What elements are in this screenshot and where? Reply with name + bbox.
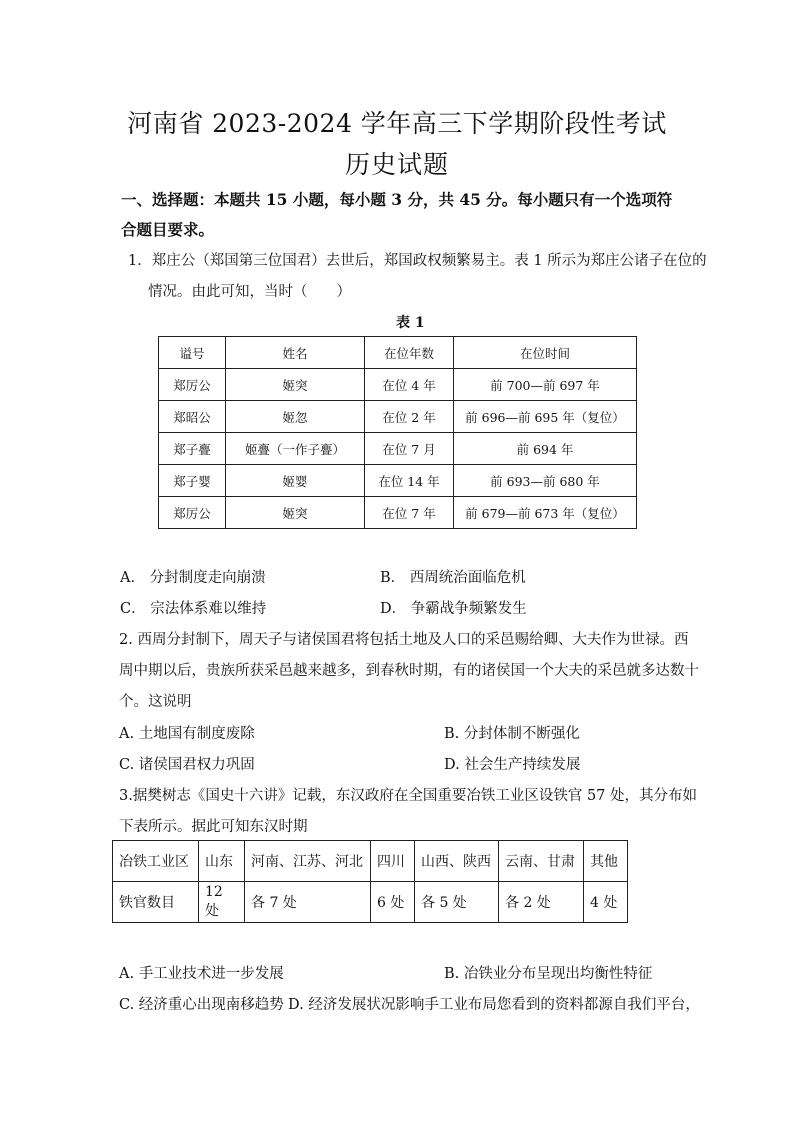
table-cell: 山西、陕西 xyxy=(415,841,499,882)
header-cell: 姓名 xyxy=(226,337,365,369)
table-cell: 在位 7 月 xyxy=(365,433,454,465)
table-cell: 郑子婴 xyxy=(159,465,226,497)
q3-option-c: C. 经济重心出现南移趋势 xyxy=(119,997,284,1013)
q3-stem-line1: 3.据樊树志《国史十六讲》记载，东汉政府在全国重要冶铁工业区设铁官 57 处，其分布如 xyxy=(119,788,697,804)
table-cell: 前 696—前 695 年（复位） xyxy=(454,401,637,433)
table-cell: 云南、甘肃 xyxy=(499,841,584,882)
table-cell: 前 679—前 673 年（复位） xyxy=(454,497,637,529)
table-cell: 各 2 处 xyxy=(499,882,584,923)
table-cell: 郑昭公 xyxy=(159,401,226,433)
table-cell: 各 7 处 xyxy=(245,882,371,923)
table-cell: 前 700—前 697 年 xyxy=(454,369,637,401)
table-row xyxy=(159,401,637,433)
q1-option-a: A． 分封制度走向崩溃 xyxy=(120,570,266,586)
table-cell: 在位 2 年 xyxy=(365,401,454,433)
row-header-cell: 冶铁工业区 xyxy=(113,841,199,882)
q2-option-a: A. 土地国有制度废除 xyxy=(119,726,255,742)
q1-option-c: C． 宗法体系难以维持 xyxy=(120,601,267,617)
table-cell: 前 693—前 680 年 xyxy=(454,465,637,497)
table1-caption: 表 1 xyxy=(396,315,425,331)
q1-option-d: D． 争霸战争频繁发生 xyxy=(380,601,527,617)
table-cell: 各 5 处 xyxy=(415,882,499,923)
table-cell: 姬婴 xyxy=(226,465,365,497)
table-cell: 河南、江苏、河北 xyxy=(245,841,371,882)
table-row xyxy=(113,841,628,882)
header-cell: 在位年数 xyxy=(365,337,454,369)
q1-stem-line2: 情况。由此可知，当时（ ） xyxy=(148,284,351,300)
header-cell: 在位时间 xyxy=(454,337,637,369)
q1-table xyxy=(158,336,637,529)
header-cell: 谥号 xyxy=(159,337,226,369)
q2-option-d: D. 社会生产持续发展 xyxy=(444,757,581,773)
table-cell: 山东 xyxy=(199,841,245,882)
q3-table xyxy=(112,840,628,923)
q1-option-b: B． 西周统治面临危机 xyxy=(380,570,526,586)
table-row xyxy=(159,497,637,529)
q2-stem-line2: 周中期以后，贵族所获采邑越来越多，到春秋时期，有的诸侯国一个大夫的采邑就多达数十 xyxy=(119,663,699,679)
table-cell: 其他 xyxy=(584,841,628,882)
q3-option-d: D. 经济发展状况影响手工业布局您看到的资料都源自我们平台， xyxy=(288,997,700,1013)
table-row xyxy=(113,882,628,923)
q3-option-b: B. 冶铁业分布呈现出均衡性特征 xyxy=(444,966,653,982)
q2-option-c: C. 诸侯国君权力巩固 xyxy=(119,757,255,773)
q2-stem-line3: 个。这说明 xyxy=(119,694,192,710)
table-cell: 姬亹（一作子亹） xyxy=(226,433,365,465)
table-cell: 姬突 xyxy=(226,497,365,529)
row-header-cell: 铁官数目 xyxy=(113,882,199,923)
table-cell: 在位 7 年 xyxy=(365,497,454,529)
q3-option-a: A. 手工业技术进一步发展 xyxy=(119,966,284,982)
table-row xyxy=(159,369,637,401)
table-cell: 4 处 xyxy=(584,882,628,923)
table-cell: 四川 xyxy=(371,841,415,882)
table-cell: 6 处 xyxy=(371,882,415,923)
table-row xyxy=(159,433,637,465)
table-cell: 郑厉公 xyxy=(159,369,226,401)
table-cell: 姬忽 xyxy=(226,401,365,433)
table-header-row xyxy=(159,337,637,369)
q2-option-b: B. 分封体制不断强化 xyxy=(444,726,580,742)
exam-title: 河南省 2023-2024 学年高三下学期阶段性考试 xyxy=(127,109,667,138)
table-cell: 郑厉公 xyxy=(159,497,226,529)
section-heading: 一、选择题：本题共 15 小题，每小题 3 分，共 45 分。每小题只有一个选项符合题目要求。 xyxy=(121,190,673,239)
table-cell: 在位 14 年 xyxy=(365,465,454,497)
q2-stem-line1: 2. 西周分封制下，周天子与诸侯国君将包括土地及人口的采邑赐给卿、大夫作为世禄。西 xyxy=(119,632,689,648)
exam-subtitle: 历史试题 xyxy=(344,150,449,179)
table-cell: 郑子亹 xyxy=(159,433,226,465)
table-cell: 前 694 年 xyxy=(454,433,637,465)
table-cell: 姬突 xyxy=(226,369,365,401)
table-row xyxy=(159,465,637,497)
table-cell: 在位 4 年 xyxy=(365,369,454,401)
q3-stem-line2: 下表所示。据此可知东汉时期 xyxy=(119,819,308,835)
table-cell: 12 处 xyxy=(199,882,245,923)
q1-stem-line1: 1．郑庄公（郑国第三位国君）去世后，郑国政权频繁易主。表 1 所示为郑庄公诸子在位的 xyxy=(128,253,707,269)
